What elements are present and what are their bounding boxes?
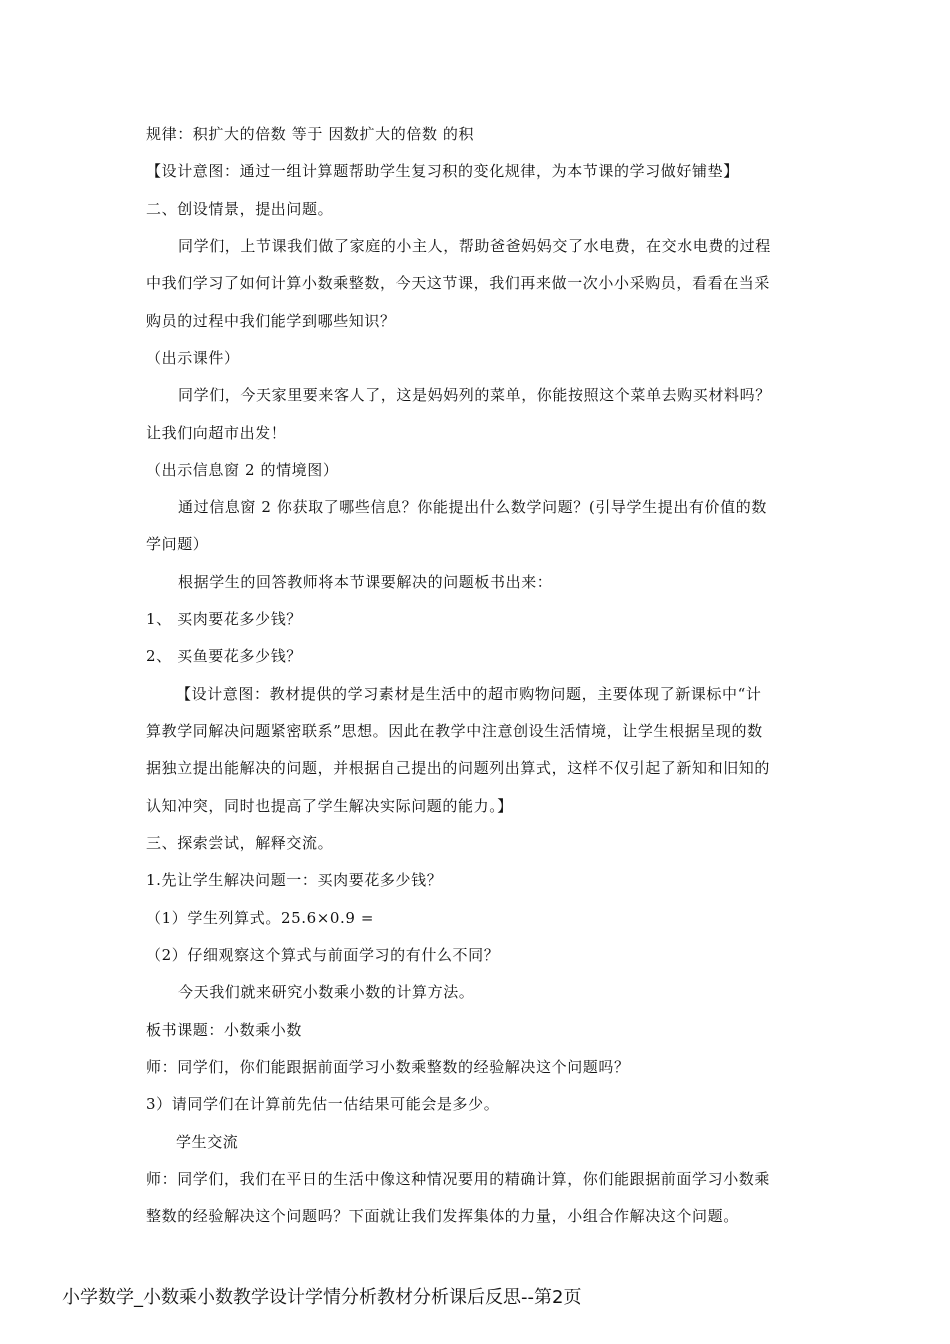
paragraph-line: 据独立提出能解决的问题，并根据自己提出的问题列出算式，这样不仅引起了新知和旧知的 xyxy=(146,759,771,777)
paragraph-line: （出示课件） xyxy=(146,349,240,367)
paragraph-line: 师：同学们，我们在平日的生活中像这种情况要用的精确计算，你们能跟据前面学习小数乘 xyxy=(146,1170,771,1188)
paragraph-line: 整数的经验解决这个问题吗？下面就让我们发挥集体的力量，小组合作解决这个问题。 xyxy=(146,1207,739,1225)
paragraph-line: 学生交流 xyxy=(176,1133,239,1151)
design-intent-1: 【设计意图：通过一组计算题帮助学生复习积的变化规律，为本节课的学习做好铺垫】 xyxy=(146,162,739,180)
design-intent-2: 【设计意图：教材提供的学习素材是生活中的超市购物问题，主要体现了新课标中“计 xyxy=(176,685,762,703)
paragraph-line: 今天我们就来研究小数乘小数的计算方法。 xyxy=(178,983,475,1001)
paragraph-line: 学问题） xyxy=(146,535,209,553)
paragraph-line: （2）仔细观察这个算式与前面学习的有什么不同？ xyxy=(146,946,500,964)
paragraph-line: 购员的过程中我们能学到哪些知识？ xyxy=(146,312,396,330)
list-item: 1、 买肉要花多少钱？ xyxy=(146,610,302,628)
paragraph-line: 同学们，上节课我们做了家庭的小主人，帮助爸爸妈妈交了水电费，在交水电费的过程 xyxy=(178,237,771,255)
section-heading-2: 二、创设情景，提出问题。 xyxy=(146,200,334,218)
paragraph-line: 根据学生的回答教师将本节课要解决的问题板书出来： xyxy=(178,573,553,591)
rule-line: 规律：积扩大的倍数 等于 因数扩大的倍数 的积 xyxy=(146,125,475,143)
paragraph-line: 认知冲突，同时也提高了学生解决实际问题的能力。】 xyxy=(146,797,513,815)
paragraph-line: 中我们学习了如何计算小数乘整数，今天这节课，我们再来做一次小小采购员，看看在当采 xyxy=(146,274,771,292)
paragraph-line: 让我们向超市出发！ xyxy=(146,424,287,442)
paragraph-line: （出示信息窗 2 的情境图） xyxy=(146,461,339,479)
paragraph-line: （1）学生列算式。25.6×0.9 = xyxy=(146,909,375,927)
paragraph-line: 3）请同学们在计算前先估一估结果可能会是多少。 xyxy=(146,1095,500,1113)
paragraph-line: 1.先让学生解决问题一：买肉要花多少钱？ xyxy=(146,871,443,889)
paragraph-line: 通过信息窗 2 你获取了哪些信息？你能提出什么数学问题？(引导学生提出有价值的数 xyxy=(178,498,767,516)
paragraph-line: 算教学同解决问题紧密联系”思想。因此在教学中注意创设生活情境，让学生根据呈现的数 xyxy=(146,722,763,740)
page-footer: 小学数学_小数乘小数教学设计学情分析教材分析课后反思--第2页 xyxy=(62,1287,582,1308)
section-heading-3: 三、探索尝试，解释交流。 xyxy=(146,834,334,852)
paragraph-line: 师：同学们，你们能跟据前面学习小数乘整数的经验解决这个问题吗？ xyxy=(146,1058,630,1076)
paragraph-line: 板书课题：小数乘小数 xyxy=(146,1021,303,1039)
list-item: 2、 买鱼要花多少钱？ xyxy=(146,647,302,665)
paragraph-line: 同学们，今天家里要来客人了，这是妈妈列的菜单，你能按照这个菜单去购买材料吗？ xyxy=(178,386,771,404)
